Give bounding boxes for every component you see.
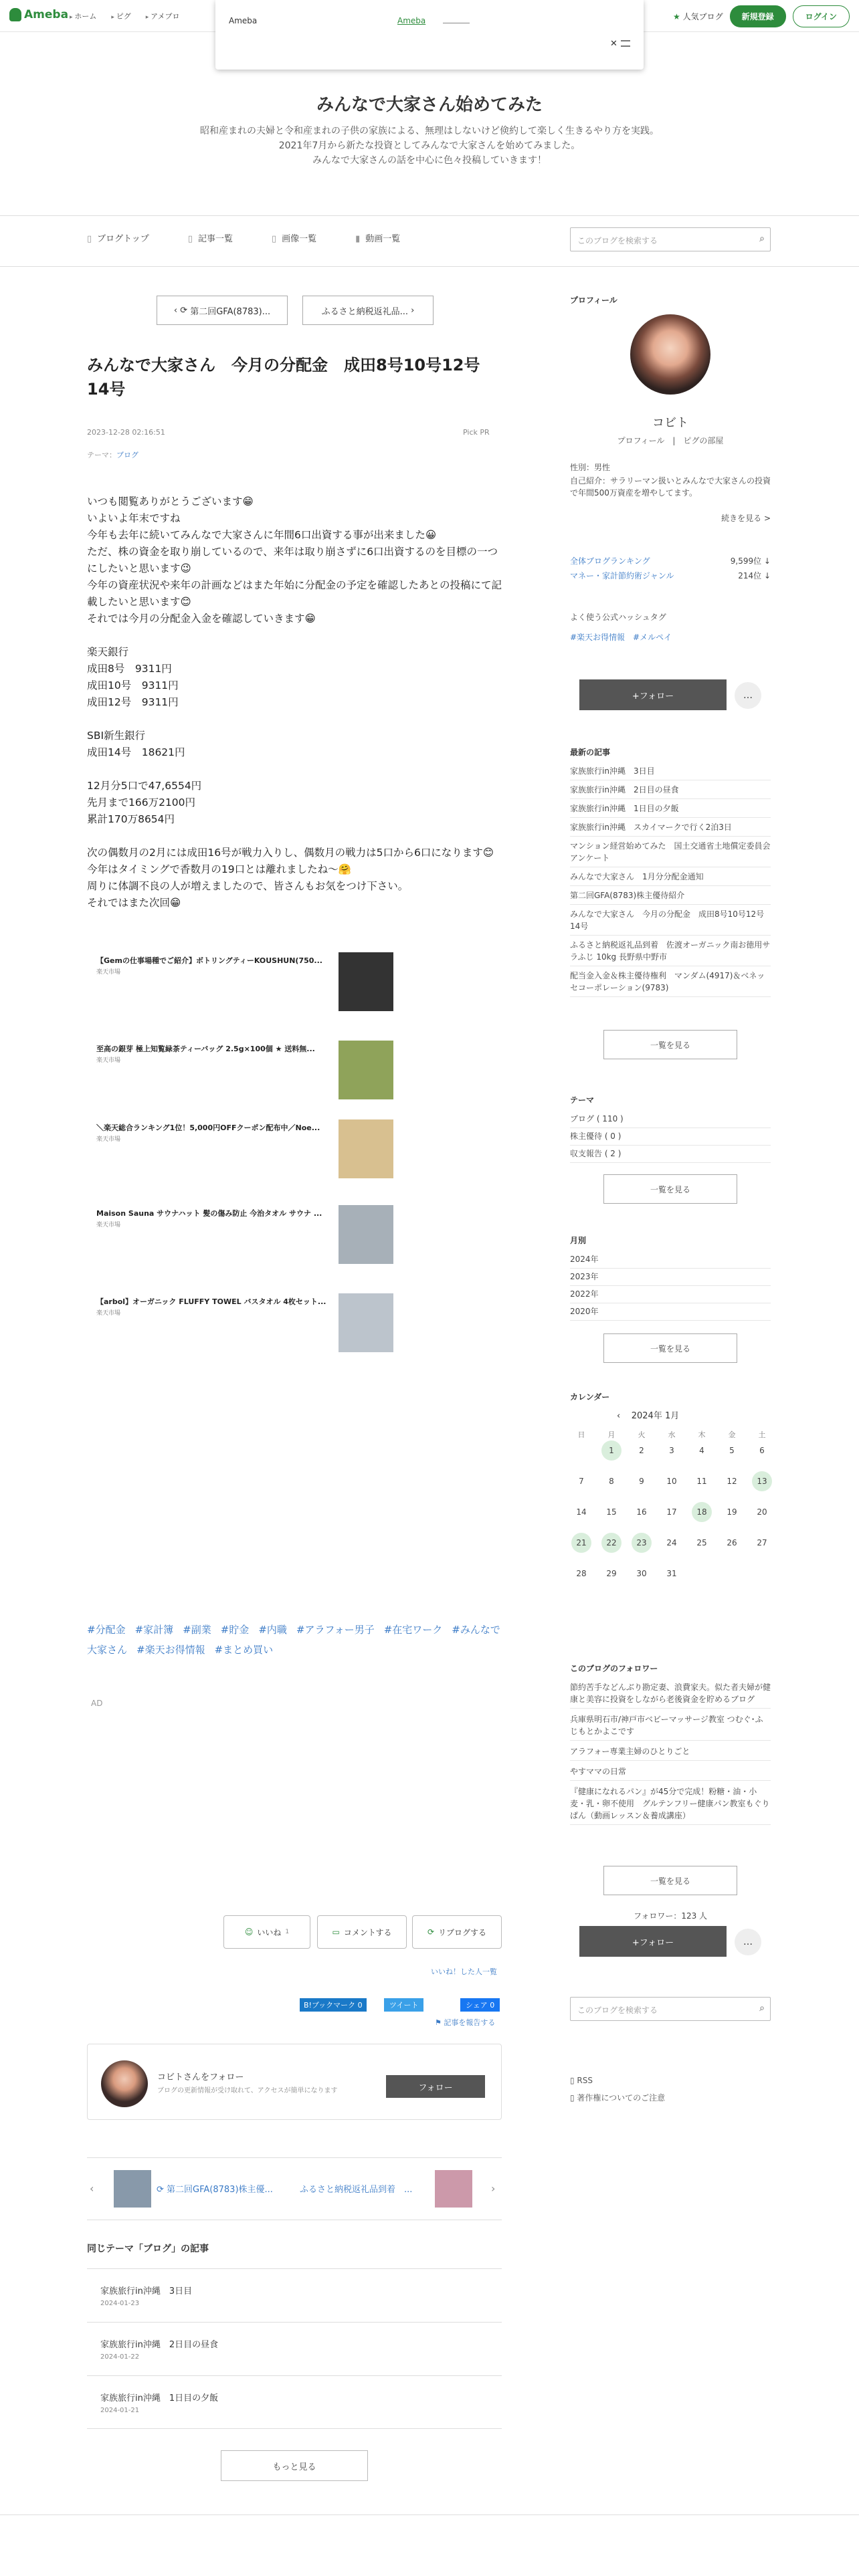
latest-entry-item[interactable]: みんなで大家さん 今月の分配金 成田8号10号12号14号 — [570, 908, 771, 936]
blog-description: 昭和産まれの夫婦と令和産まれの子供の家族による、無理はしないけど倹約して楽しく生きるやり方を実践。 2021年7月から新たな投資としてみんなで大家さんを始めてみました。 みんなで大家さんの話を中心に色々投稿していきます！ — [200, 126, 659, 166]
prev-entry-button[interactable]: ‹ ⟳ 第二回GFA(8783)... — [157, 296, 288, 325]
calendar-day[interactable]: 21 — [571, 1533, 591, 1553]
blog-nav — [87, 231, 400, 244]
entry-body-line: それではまた次回😁 — [87, 897, 181, 909]
rss-link[interactable]: ▯ RSS — [570, 2076, 593, 2085]
entry-theme: テーマ：ブログ — [87, 451, 138, 459]
calendar-day: 10 — [666, 1477, 677, 1486]
entry-body-line: 成田12号 9311円 — [87, 696, 179, 708]
rss-icon: ▯ — [570, 2076, 577, 2085]
follow-button[interactable]: フォロー — [386, 2075, 485, 2098]
profile-name[interactable]: コビト — [652, 416, 688, 430]
calendar-day: 15 — [606, 1507, 617, 1517]
chevron-left-icon: ‹ ⟳ — [173, 305, 191, 316]
hashtag-link[interactable]: #アラフォー男子 — [296, 1624, 375, 1636]
hashtag-heading: よく使う公式ハッシュタグ — [570, 613, 666, 622]
hatena-bookmark-button[interactable]: B!ブックマーク 0 — [300, 1998, 367, 2012]
latest-entry-item[interactable]: みんなで大家さん 1月分分配金通知 — [570, 871, 771, 886]
copyright-link[interactable]: ▯ 著作権についてのご注意 — [570, 2093, 666, 2103]
latest-list-button[interactable]: 一覧を見る — [603, 1030, 737, 1059]
blog-search-input[interactable]: このブログを検索する ⌕ — [570, 227, 771, 251]
close-icon[interactable]: ✕ — [610, 39, 617, 49]
ad-image — [339, 1119, 393, 1178]
theme-link[interactable]: ブログ — [116, 451, 138, 459]
latest-entry-item[interactable]: 家族旅行in沖縄 1日目の夕飯 — [570, 802, 771, 818]
calendar-weekday: 水 — [668, 1430, 676, 1439]
calendar-day[interactable]: 18 — [692, 1502, 712, 1522]
latest-entry-item[interactable]: 家族旅行in沖縄 2日目の昼食 — [570, 784, 771, 799]
nav-ameblo[interactable]: ▸ アメブロ — [146, 11, 180, 21]
tweet-button[interactable]: ツイート — [384, 1998, 423, 2012]
calendar-day: 14 — [576, 1507, 587, 1517]
sidebar-search-input[interactable]: このブログを検索する ⌕ — [570, 1997, 771, 2021]
monthly-list-button[interactable]: 一覧を見る — [603, 1333, 737, 1363]
latest-entry-item[interactable]: ふるさと納税返礼品到着 佐渡オーガニック南お徳用サラふじ 10kg 長野県中野市 — [570, 939, 771, 966]
calendar-day: 25 — [696, 1538, 707, 1547]
ad-shop: 楽天市場 — [96, 1057, 121, 1064]
hashtag-link[interactable]: #副業 — [183, 1624, 211, 1636]
follower-item[interactable]: 『健康になれるパン』が45分で完成！粉糖・油・小麦・乳・卵不使用 グルテンフリー健康パン教室もぐりぱん（動画レッスン＆養成講座） — [570, 1786, 771, 1825]
theme-item[interactable]: ブログ ( 110 ) — [570, 1113, 771, 1128]
ad-image — [339, 1041, 393, 1099]
entry-body-line: 楽天銀行 — [87, 646, 129, 658]
search-icon[interactable]: ⌕ — [759, 233, 765, 244]
more-button[interactable]: もっと見る — [221, 2450, 368, 2481]
calendar-day: 9 — [639, 1477, 644, 1486]
entry-pager — [87, 2157, 502, 2220]
hashtag-link[interactable]: #まとめ買い — [214, 1644, 274, 1656]
profile-intro: 自己紹介：サラリーマン扱いとみんなで大家さんの投資で年間500万資産を増やしてます。 — [570, 476, 771, 498]
search-icon[interactable]: ⌕ — [759, 2003, 765, 2014]
sidebar-follow-button[interactable]: +フォロー — [579, 679, 727, 710]
ad-item[interactable] — [87, 1205, 395, 1265]
calendar-day: 3 — [669, 1446, 674, 1455]
nav-image-list[interactable]: ▯ 画像一覧 — [271, 234, 317, 244]
nav-video-list[interactable]: ▮ 動画一覧 — [355, 234, 401, 244]
chevron-left-icon[interactable]: ‹ — [617, 1411, 632, 1421]
profile-heading: プロフィール — [570, 296, 617, 305]
top-nav — [70, 11, 180, 21]
entry-body-line — [87, 828, 502, 845]
follower-item[interactable]: アラフォー専業主婦のひとりごと — [570, 1745, 771, 1761]
ranking-genre[interactable]: マネー・家計節約術ジャンル 214位 ↓ — [570, 571, 771, 580]
ad-image — [339, 1205, 393, 1264]
prev-entry-link[interactable]: ⟳ 第二回GFA(8783)株主優... — [157, 2185, 273, 2195]
calendar-weekday: 月 — [607, 1430, 615, 1439]
chevron-right-icon: › — [408, 305, 415, 316]
calendar-weekday: 金 — [728, 1430, 736, 1439]
hashtag-link[interactable]: #在宅ワーク — [383, 1624, 443, 1636]
calendar-day: 31 — [666, 1569, 677, 1578]
theme-list-button[interactable]: 一覧を見る — [603, 1174, 737, 1204]
same-theme-heading: 同じテーマ「ブログ」の記事 — [87, 2244, 209, 2254]
month-item[interactable]: 2024年 — [570, 1253, 771, 1269]
avatar[interactable] — [101, 2060, 148, 2107]
follower-item[interactable]: 兵庫県明石市/神戸市ベビーマッサージ教室 つむぐ･ふじもとかよこです — [570, 1713, 771, 1741]
entry-title[interactable]: みんなで大家さん 今月の分配金 成田8号10号12号14号 — [87, 356, 480, 399]
latest-entry-item[interactable]: 家族旅行in沖縄 スカイマークで行く2泊3日 — [570, 821, 771, 837]
entry-body-line: 成田8号 9311円 — [87, 663, 172, 675]
calendar-day: 16 — [636, 1507, 647, 1517]
calendar-day: 26 — [727, 1538, 737, 1547]
follower-count: フォロワー：123 人 — [633, 1911, 708, 1921]
like-button[interactable]: ☺ いいね 1 — [223, 1915, 310, 1949]
calendar-day: 7 — [579, 1477, 584, 1486]
month-item[interactable]: 2022年 — [570, 1288, 771, 1303]
video-icon: ▮ — [355, 234, 361, 244]
latest-entry-item[interactable]: 家族旅行in沖縄 3日目 — [570, 765, 771, 780]
entry-body-line: いよいよ年末ですね — [87, 512, 181, 524]
hashtag-link[interactable]: #楽天お得情報 — [136, 1644, 205, 1656]
entry-body-line: 周りに体調不良の人が増えましたので、皆さんもお気をつけ下さい。 — [87, 880, 409, 892]
next-entry-thumbnail[interactable] — [435, 2170, 472, 2208]
entry-body-line: 成田10号 9311円 — [87, 679, 179, 691]
profile-avatar[interactable] — [630, 314, 710, 395]
blog-title[interactable]: みんなで大家さん始めてみた — [316, 95, 543, 115]
entry-body-line: それでは今月の分配金入金を確認していきます😁 — [87, 613, 316, 625]
calendar-day: 6 — [759, 1446, 765, 1455]
entry-body-line: 今年の資産状況や来年の計画などはまた年始に分配金の予定を確認したあとの投稿にて記載したいと思います😊 — [87, 579, 502, 608]
followers-list-button[interactable]: 一覧を見る — [603, 1866, 737, 1895]
hashtag-link[interactable]: #貯金 — [220, 1624, 250, 1636]
entry-body-line: 成田14号 18621円 — [87, 746, 185, 758]
reblog-button[interactable]: ⟳ リブログする — [412, 1915, 502, 1949]
profile-sex: 性別：男性 — [570, 463, 611, 472]
more-icon[interactable]: … — [735, 682, 761, 709]
next-entry-button[interactable]: ふるさと納税返礼品... › — [302, 296, 434, 325]
latest-entry-item[interactable]: 第二回GFA(8783)株主優待紹介 — [570, 889, 771, 905]
ad-item[interactable] — [87, 1119, 395, 1180]
entry-body-line: いつも閲覧ありがとうございます😁 — [87, 496, 254, 508]
calendar-day[interactable]: 22 — [601, 1533, 622, 1553]
entry-body-line: 先月まで166万2100円 — [87, 796, 196, 809]
theme-heading: テーマ — [570, 1095, 595, 1105]
month-item[interactable]: 2023年 — [570, 1271, 771, 1286]
theme-item[interactable]: 収支報告 ( 2 ) — [570, 1148, 771, 1163]
calendar-day[interactable]: 1 — [601, 1440, 622, 1461]
login-button[interactable]: ログイン — [793, 5, 850, 27]
follow-card-title: コビトさんをフォロー — [157, 2072, 244, 2082]
sidebar-follow-button-2[interactable]: +フォロー — [579, 1926, 727, 1957]
footer-divider — [0, 2514, 859, 2515]
header-actions — [673, 5, 850, 27]
chevron-right-icon[interactable]: › — [491, 2182, 496, 2195]
dropdown-label: Ameba — [229, 16, 258, 25]
calendar-weekday: 木 — [698, 1430, 706, 1439]
theme-item[interactable]: 株主優待 ( 0 ) — [570, 1130, 771, 1146]
comment-button[interactable]: ▭ コメントする — [317, 1915, 407, 1949]
entry-body-line — [87, 761, 502, 778]
latest-entry-item[interactable]: 配当金入金＆株主優待権利 マンダム(4917)＆ベネッセコーポレーション(9783) — [570, 970, 771, 997]
reblog-icon: ⟳ — [157, 2185, 167, 2195]
calendar-day[interactable]: 13 — [752, 1471, 772, 1491]
divider — [0, 215, 859, 216]
ad-image — [339, 952, 393, 1011]
calendar-heading: カレンダー — [570, 1392, 610, 1402]
entry-body-line — [87, 711, 502, 728]
hashtag-link[interactable]: #家計簿 — [134, 1624, 174, 1636]
hashtag-list — [87, 1620, 508, 1660]
comment-icon: ▭ — [332, 1927, 340, 1937]
entry-body-line: 累計170万8654円 — [87, 813, 175, 825]
ad-item[interactable] — [87, 952, 395, 1012]
list-item[interactable]: 家族旅行in沖縄 1日目の夕飯 2024-01-21 — [87, 2375, 502, 2429]
follow-card — [87, 2044, 502, 2120]
entry-body-line: 今年も去年に続いてみんなで大家さんに年間6口出資する事が出来ました😀 — [87, 529, 437, 541]
popular-blog-link[interactable]: ★ 人気ブログ — [672, 12, 723, 21]
list-icon: ▯ — [187, 234, 193, 244]
follower-item[interactable]: やすママの日常 — [570, 1765, 771, 1781]
follow-card-subtitle: ブログの更新情報が受け取れて、アクセスが簡単になります — [157, 2087, 338, 2095]
flag-icon: ⚑ — [435, 2018, 444, 2027]
image-icon: ▯ — [271, 234, 277, 244]
ranking-overall[interactable]: 全体ブログランキング 9,599位 ↓ — [570, 556, 771, 566]
page-icon: ▯ — [87, 234, 92, 244]
calendar-day: 5 — [729, 1446, 735, 1455]
calendar-day: 28 — [576, 1569, 587, 1578]
follower-item[interactable]: 節約苦手などんぶり勘定妻、浪費家夫。似た者夫婦が健康と美容に投資をしながら老後資金を貯めるブログ — [570, 1681, 771, 1709]
likers-link[interactable]: いいね！した人一覧 — [431, 1967, 497, 1976]
calendar-weekday: 火 — [638, 1430, 646, 1439]
ad-title: 【arbol】オーガニック FLUFFY TOWEL バスタオル 4枚セット... — [96, 1297, 326, 1306]
calendar-weekday: 日 — [577, 1430, 585, 1439]
entry-date: 2023-12-28 02:16:51 — [87, 428, 165, 437]
calendar-day: 19 — [727, 1507, 737, 1517]
ad-shop: 楽天市場 — [96, 969, 121, 976]
prev-entry-thumbnail[interactable] — [114, 2170, 151, 2208]
calendar-month: ‹ 2024年 1月 — [617, 1411, 680, 1421]
entry-body-line: 次の偶数月の2月には成田16号が戦力入りし、偶数月の戦力は5口から6口になります😊 — [87, 847, 494, 859]
entry-body-line: 今年はタイミングで香数月の19口とは離れましたね～🤗 — [87, 863, 351, 875]
monthly-heading: 月別 — [570, 1236, 587, 1245]
ameba-logo[interactable]: Ameba — [9, 8, 68, 21]
calendar-day: 8 — [609, 1477, 614, 1486]
list-item[interactable]: 家族旅行in沖縄 2日目の昼食 2024-01-22 — [87, 2322, 502, 2375]
divider — [0, 266, 859, 267]
calendar-day: 24 — [666, 1538, 677, 1547]
calendar-day: 27 — [757, 1538, 767, 1547]
nav-dropdown — [215, 0, 644, 70]
calendar-day: 12 — [727, 1477, 737, 1486]
ad-shop: 楽天市場 — [96, 1310, 121, 1317]
dropdown-link[interactable]: Ameba — [397, 16, 426, 25]
facebook-share-button[interactable]: シェア 0 — [460, 1998, 500, 2012]
entry-body — [87, 494, 502, 911]
smile-icon: ☺ — [244, 1927, 254, 1937]
nav-pigg[interactable]: ▸ ピグ — [111, 11, 130, 21]
official-hashtags[interactable]: #楽天お得情報 #メルペイ — [570, 633, 672, 642]
nav-entry-list[interactable]: ▯ 記事一覧 — [187, 234, 233, 244]
month-item[interactable]: 2020年 — [570, 1305, 771, 1321]
ad-title: Maison Sauna サウナハット 髪の傷み防止 今治タオル サウナ ... — [96, 1209, 322, 1218]
pick-pr[interactable]: Pick PR — [463, 428, 490, 437]
nav-home[interactable]: ▸ ホーム — [70, 11, 96, 21]
document-icon: ▯ — [570, 2093, 577, 2103]
chevron-left-icon[interactable]: ‹ — [90, 2182, 94, 2195]
ad-item[interactable] — [87, 1293, 395, 1354]
ad-title: 【Gemの仕事場種でご紹介】ボトリングティーKOUSHUN(750... — [96, 956, 322, 965]
blog-header — [0, 70, 859, 217]
hashtag-link[interactable]: #分配金 — [87, 1624, 126, 1636]
star-icon: ★ — [672, 12, 680, 21]
list-item[interactable]: 家族旅行in沖縄 3日目 2024-01-23 — [87, 2268, 502, 2322]
ad-item[interactable] — [87, 1041, 395, 1101]
menu-icon[interactable] — [621, 40, 630, 47]
ad-label: AD — [91, 1699, 103, 1708]
calendar-weekday: 土 — [758, 1430, 766, 1439]
entry-body-line: ただ、株の資金を取り崩しているので、来年は取り崩さずに6口出資するのを目標の一つにしたいと思います😉 — [87, 546, 498, 574]
calendar-day[interactable]: 23 — [632, 1533, 652, 1553]
report-link[interactable]: ⚑ 記事を報告する — [435, 2018, 496, 2027]
ameba-logo-icon — [9, 8, 21, 21]
more-icon[interactable]: … — [735, 1929, 761, 1955]
signup-button[interactable]: 新規登録 — [730, 5, 786, 27]
calendar-day: 4 — [699, 1446, 704, 1455]
calendar-day: 29 — [606, 1569, 617, 1578]
ad-shop: 楽天市場 — [96, 1222, 121, 1228]
reblog-icon: ⟳ — [427, 1927, 435, 1937]
nav-blog-top[interactable]: ▯ ブログトップ — [87, 234, 149, 244]
next-entry-link[interactable]: ふるさと納税返礼品到着 ... — [300, 2185, 413, 2195]
ad-title: 至高の銀芽 極上知覧緑茶ティーバッグ 2.5g×100個 ★ 送料無... — [96, 1045, 315, 1053]
entry-body-line — [87, 627, 502, 644]
calendar-day: 20 — [757, 1507, 767, 1517]
calendar-day: 2 — [639, 1446, 644, 1455]
calendar-day: 17 — [666, 1507, 677, 1517]
followers-heading: このブログのフォロワー — [570, 1664, 658, 1673]
entry-body-line: SBI新生銀行 — [87, 730, 146, 742]
hashtag-link[interactable]: #みんなで大家さん — [87, 1624, 500, 1656]
hashtag-link[interactable]: #内職 — [258, 1624, 287, 1636]
latest-entry-item[interactable]: マンション経営始めてみた 国土交通省土地償定委員会アンケート — [570, 840, 771, 867]
ad-shop: 楽天市場 — [96, 1136, 121, 1143]
profile-links[interactable]: プロフィール | ピグの部屋 — [617, 436, 724, 445]
ad-title: ＼楽天総合ランキング1位！5,000円OFFクーポン配布中／Noe... — [96, 1123, 320, 1132]
entry-body-line: 12月分5口で47,6554円 — [87, 780, 202, 792]
calendar-day: 11 — [696, 1477, 707, 1486]
profile-more-link[interactable]: 続きを見る > — [721, 514, 771, 523]
calendar-day: 30 — [636, 1569, 647, 1578]
ad-image — [339, 1293, 393, 1352]
latest-heading: 最新の記事 — [570, 748, 611, 757]
